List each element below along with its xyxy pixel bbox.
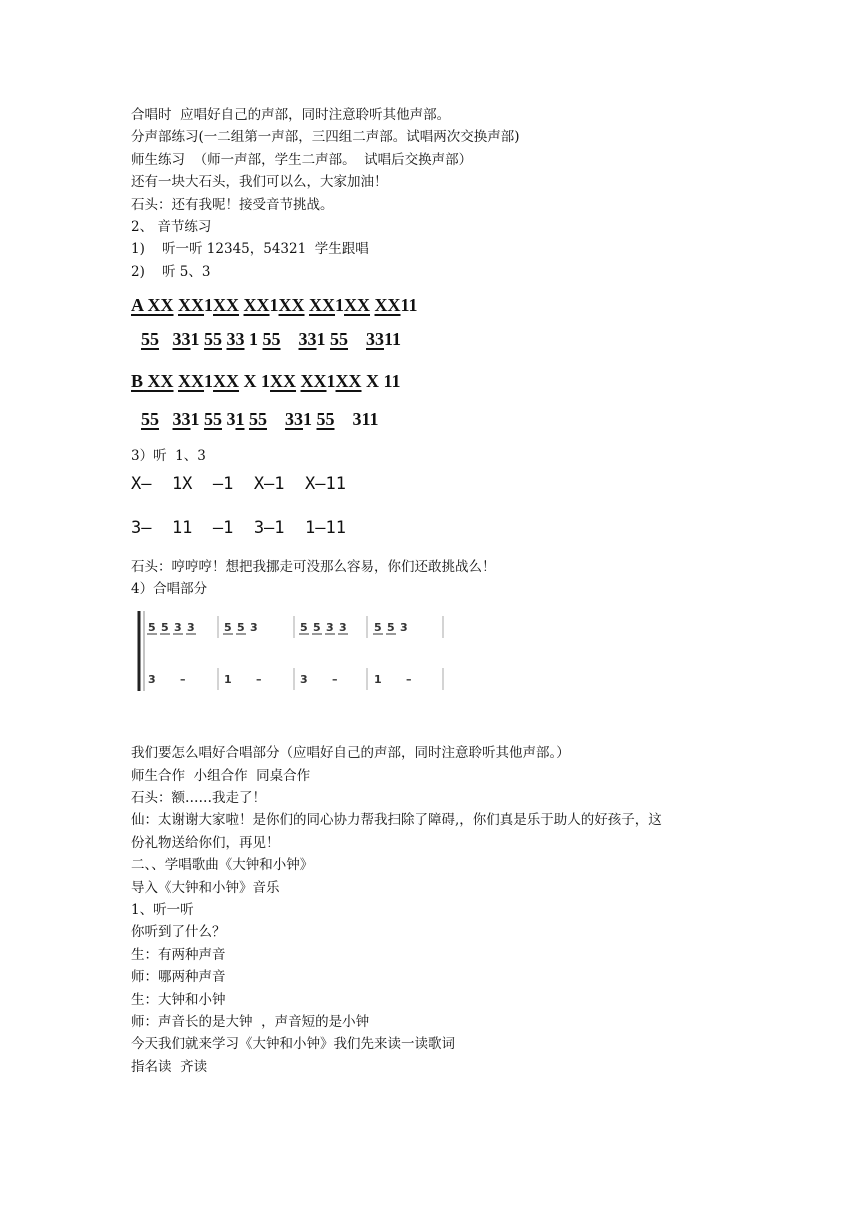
note-seg: 55 <box>141 409 159 430</box>
note-seg: 33 <box>298 329 317 350</box>
score-staff <box>131 606 461 696</box>
note-seg: 33 <box>285 409 303 430</box>
text-line: 生：大钟和小钟 <box>131 991 226 1008</box>
rhythm-seg: XX <box>278 295 305 316</box>
rhythm-seg: XX <box>213 295 240 316</box>
score-note-lower: – <box>180 673 186 687</box>
note-seg: 1 <box>316 329 326 350</box>
note-seg: 55 <box>316 409 335 430</box>
rhythm-row-a <box>131 295 771 329</box>
rhythm-seg: XX <box>213 371 240 392</box>
text-line: 合唱时 应唱好自己的声部，同时注意聆听其他声部。 <box>131 107 451 123</box>
score-note-lower: – <box>406 673 412 687</box>
rhythm-seg: XX <box>335 371 362 392</box>
text-line: 石头：额……我走了！ <box>131 790 266 807</box>
text-line: 分声部练习(一二组第一声部，三四组二声部。试唱两次交换声部) <box>131 129 520 146</box>
note-seg: 1 <box>303 409 312 430</box>
score-note-lower: – <box>332 673 338 687</box>
score-note-lower: 1 <box>374 673 382 687</box>
notes-row-b <box>131 409 771 445</box>
note-seg: 33 <box>172 409 191 430</box>
score-note-upper: 5 <box>237 621 245 635</box>
note-seg: 55 <box>204 409 222 430</box>
score-note-lower: – <box>256 673 262 687</box>
score-note-upper: 5 <box>313 621 321 635</box>
text-line: 石头：哼哼哼！想把我挪走可没那么容易，你们还敢挑战么！ <box>131 558 496 575</box>
text-line: 3）听 1、3 <box>131 448 206 465</box>
note-seg: 55 <box>141 329 159 350</box>
rhythm-seg: XX <box>374 295 401 316</box>
score-note-upper: 3 <box>400 621 408 635</box>
top-text-block <box>131 104 771 283</box>
note-seg: 1 <box>190 409 200 430</box>
rhythm-seg: XX <box>270 371 297 392</box>
score-note-upper: 3 <box>250 621 258 635</box>
text-line: 石头：还有我呢！接受音节挑战。 <box>131 196 334 213</box>
text-line: 导入《大钟和小钟》音乐 <box>131 879 280 896</box>
text-line: 生：有两种声音 <box>131 946 226 963</box>
text-line: 师：哪两种声音 <box>131 969 226 986</box>
note-seg: 11 <box>384 329 402 350</box>
text-line: 师生合作 小组合作 同桌合作 <box>131 767 311 784</box>
rhythm-row-x: X— 1X —1 X—1 X—11 <box>131 473 346 494</box>
text-line: 师生练习 （师一声部，学生二声部。 试唱后交换声部） <box>131 151 473 168</box>
rhythm-seg: XX <box>147 371 174 392</box>
score-note-upper: 5 <box>374 621 382 635</box>
rhythm-seg: XX <box>147 295 174 316</box>
notes-row-a <box>131 329 771 367</box>
score-note-upper: 5 <box>387 621 395 635</box>
text-line: 师：声音长的是大钟 ，声音短的是小钟 <box>131 1013 370 1030</box>
rhythm-seg: 1 <box>335 295 345 316</box>
text-line: 4）合唱部分 <box>131 580 208 597</box>
text-line: 我们要怎么唱好合唱部分（应唱好自己的声部，同时注意聆听其他声部。） <box>131 745 570 762</box>
score-note-upper: 5 <box>148 621 156 635</box>
rhythm-row-b <box>131 371 771 409</box>
text-line: 2) 听 5、3 <box>131 263 211 280</box>
score-note-upper: 3 <box>187 621 195 635</box>
note-seg: 55 <box>249 409 267 430</box>
text-line: 仙：太谢谢大家啦！是你们的同心协力帮我扫除了障碍,，你们真是乐于助人的好孩子，这 <box>131 812 662 829</box>
note-seg: 3 <box>226 409 236 430</box>
note-seg: 1 <box>190 329 200 350</box>
rhythm-seg: 11 <box>400 295 418 316</box>
rhythm-seg: XX <box>178 371 205 392</box>
text-line: 份礼物送给你们，再见！ <box>131 834 280 851</box>
rhythm-seg: XX <box>300 371 327 392</box>
rhythm-seg: XX <box>178 295 205 316</box>
text-line: 还有一块大石头，我们可以么，大家加油！ <box>131 174 388 191</box>
rhythm-seg: 1 <box>204 371 214 392</box>
score-note-upper: 3 <box>326 621 334 635</box>
note-seg: 55 <box>204 329 222 350</box>
score-note-lower: 1 <box>224 673 232 687</box>
text-line: 今天我们就来学习《大钟和小钟》我们先来读一读歌词 <box>131 1036 455 1053</box>
score-note-upper: 3 <box>174 621 182 635</box>
score-note-upper: 3 <box>339 621 347 635</box>
text-line: 2、 音节练习 <box>131 218 212 235</box>
note-seg: 55 <box>262 329 281 350</box>
note-seg: 1 <box>235 409 245 430</box>
rhythm-seg: XX <box>344 295 371 316</box>
note-seg: 311 <box>352 409 379 430</box>
rhythm-seg: XX <box>309 295 336 316</box>
rhythm-seg: 1 <box>326 371 336 392</box>
score-note-lower: 3 <box>300 673 308 687</box>
rhythm-seg: X 11 <box>366 371 401 392</box>
rhythm-seg: XX <box>243 295 270 316</box>
rhythm-seg: X 1 <box>243 371 271 392</box>
chorus-score <box>131 606 771 732</box>
note-seg: 33 <box>366 329 384 350</box>
text-line: 1、听一听 <box>131 902 194 919</box>
note-seg: 55 <box>330 329 348 350</box>
document-page <box>131 104 771 1078</box>
note-seg: 1 <box>249 329 258 350</box>
rhythm-label: A <box>131 295 144 316</box>
score-note-upper: 5 <box>161 621 169 635</box>
text-line: 二、、学唱歌曲《大钟和小钟》 <box>131 857 314 874</box>
text-line: 1) 听一听 12345，54321 学生跟唱 <box>131 241 369 258</box>
note-seg: 33 <box>172 329 191 350</box>
text-line: 你听到了什么？ <box>131 924 226 941</box>
rhythm-seg: 1 <box>204 295 214 316</box>
score-note-lower: 3 <box>148 673 156 687</box>
score-note-upper: 5 <box>300 621 308 635</box>
note-seg: 33 <box>226 329 245 350</box>
rhythm-row-3: 3— 11 —1 3—1 1—11 <box>131 517 346 538</box>
score-note-upper: 5 <box>224 621 232 635</box>
text-line: 指名读 齐读 <box>131 1058 208 1075</box>
bottom-text-block <box>131 742 771 1078</box>
rhythm-label: B <box>131 371 144 392</box>
rhythm-seg: 1 <box>269 295 279 316</box>
